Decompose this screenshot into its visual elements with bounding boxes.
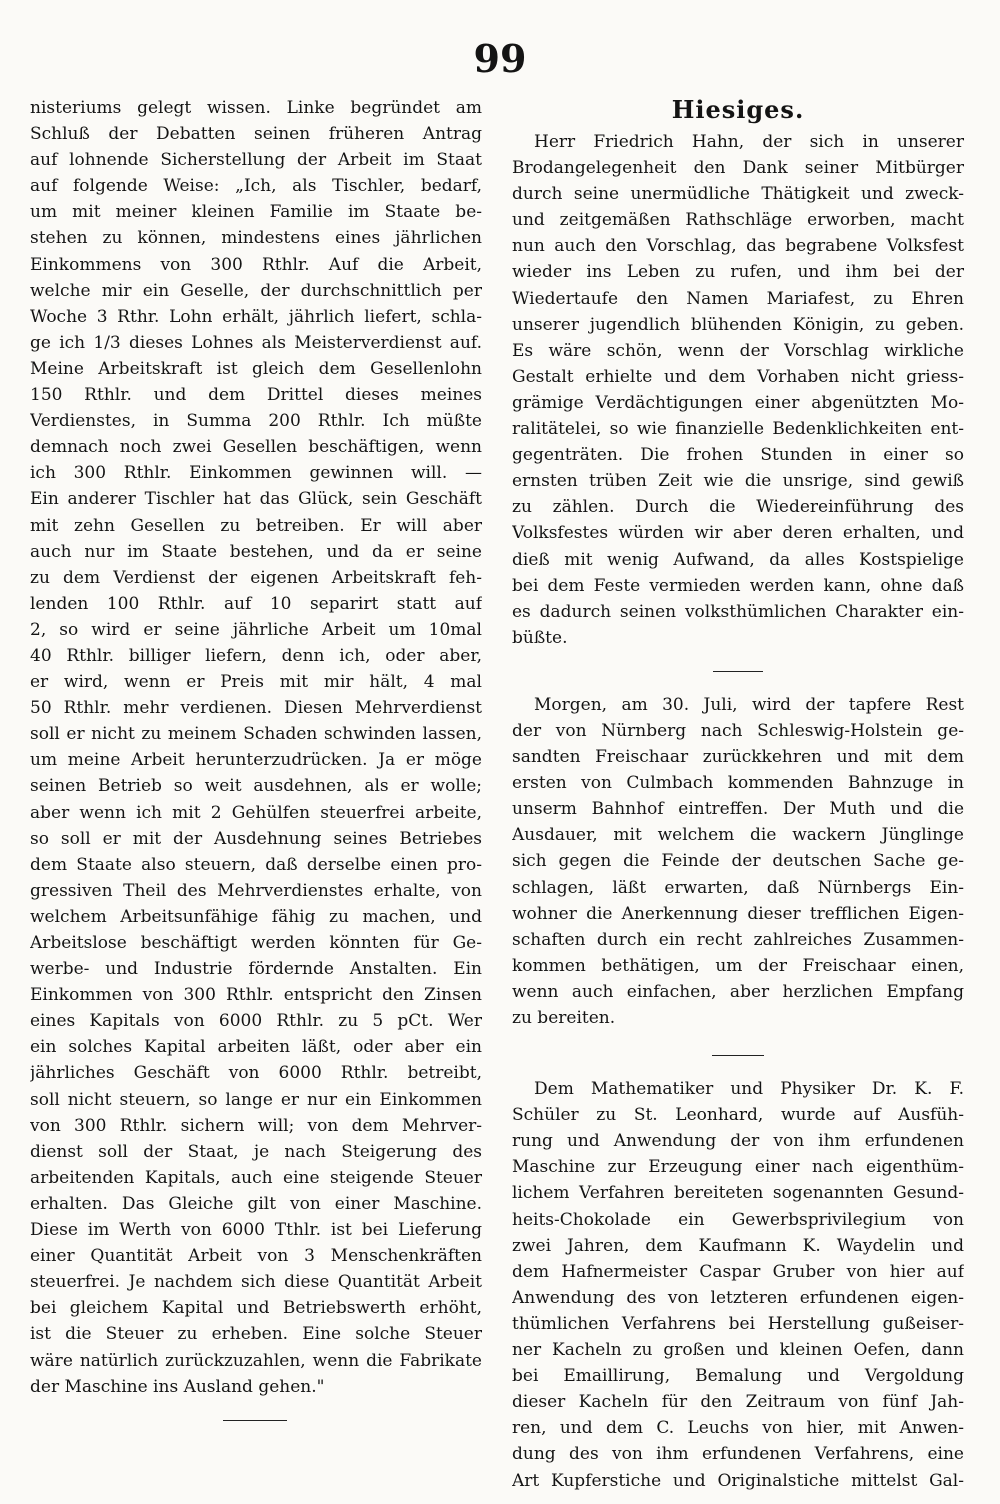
text-line: einer Quantität Arbeit von 3 Menschenkräften (30, 1246, 482, 1267)
article-volksfest (512, 129, 964, 651)
text-line: ist die Steuer zu erheben. Eine solche Steuer (30, 1324, 482, 1345)
text-line: der Maschine ins Ausland gehen." (30, 1376, 325, 1397)
text-line: Verdienstes, in Summa 200 Rthlr. Ich müßte (30, 411, 482, 432)
text-line: 2, so wird er seine jährliche Arbeit um 10mal (30, 619, 482, 640)
text-line: ernsten trüben Zeit wie die unsrige, sind gewiß (512, 471, 964, 492)
text-line: zu dem Verdienst der eigenen Arbeitskraft feh- (30, 567, 482, 588)
text-line: büßte. (512, 627, 568, 648)
text-line: arbeitenden Kapitals, auch eine steigende Steuer (30, 1167, 482, 1188)
text-line: erhalten. Das Gleiche gilt von einer Maschine. (30, 1193, 482, 1214)
text-line: Meine Arbeitskraft ist gleich dem Gesellenlohn (30, 358, 482, 379)
text-line: nun auch den Vorschlag, das begrabene Volksfest (512, 236, 964, 257)
text-line: Dem Mathematiker und Physiker Dr. K. F. (534, 1079, 964, 1100)
text-line: lichem Verfahren bereiteten sogenannten Gesund- (512, 1183, 964, 1204)
text-line: heits-Chokolade ein Gewerbsprivilegium von (512, 1209, 964, 1230)
text-line: eines Kapitals von 6000 Rthlr. zu 5 pCt. Wer (30, 1011, 482, 1032)
text-line: Volksfestes würden wir aber deren erhalten, und (512, 523, 964, 544)
text-line: sandten Freischaar zurückkehren und mit dem (512, 747, 964, 768)
text-line: Woche 3 Rthr. Lohn erhält, jährlich liefert, schla- (30, 306, 482, 327)
text-line: Ein anderer Tischler hat das Glück, sein Geschäft (30, 489, 482, 510)
text-line: stehen zu können, mindestens eines jährlichen (30, 228, 482, 249)
left-column-text (30, 95, 482, 1400)
text-line: ralitätelei, so wie finanzielle Bedenklichkeiten ent- (512, 419, 964, 440)
text-line: mit zehn Gesellen zu betreiben. Er will aber (30, 515, 482, 536)
text-line: Es wäre schön, wenn der Vorschlag wirkliche (512, 340, 964, 361)
text-line: Arbeitslose beschäftigt werden könnten für Ge- (30, 933, 482, 953)
text-line: der von Nürnberg nach Schleswig-Holstein ge- (512, 720, 964, 741)
text-line: demnach noch zwei Gesellen beschäftigen, wenn (30, 437, 482, 458)
text-line: steuerfrei. Je nachdem sich diese Quantität Arbeit (30, 1272, 482, 1293)
text-line: so soll er mit der Ausdehnung seines Betriebes (30, 828, 482, 849)
text-line: welchem Arbeitsunfähige fähig zu machen, und (30, 906, 482, 927)
right-column (512, 91, 964, 1494)
text-line: sich gegen die Feinde der deutschen Sache ge- (512, 851, 964, 872)
text-line: Einkommens von 300 Rthlr. Auf die Arbeit, (30, 254, 482, 275)
text-line: er wird, wenn er Preis mit mir hält, 4 mal (30, 672, 482, 693)
text-line: zu bereiten. (512, 1008, 616, 1028)
text-line: 40 Rthlr. billiger liefern, denn ich, oder aber, (30, 645, 482, 666)
text-line: lenden 100 Rthlr. auf 10 separirt statt auf (30, 593, 482, 614)
text-line: Maschine zur Erzeugung einer nach eigenthüm- (512, 1157, 964, 1178)
text-line: durch seine unermüdliche Thätigkeit und zweck- (512, 184, 964, 205)
text-line: wäre natürlich zurückzuzahlen, wenn die Fabrikate (30, 1350, 482, 1371)
text-line: dienst soll der Staat, je nach Steigerung des (30, 1141, 482, 1162)
text-line: schlagen, läßt erwarten, daß Nürnbergs Ein- (512, 877, 964, 898)
text-line: grämige Verdächtigungen einer abgenützten Mo- (512, 392, 964, 413)
text-line: soll nicht steuern, so lange er nur ein Einkommen (30, 1089, 482, 1110)
text-line: Morgen, am 30. Juli, wird der tapfere Rest (534, 694, 964, 715)
text-line: Diese im Werth von 6000 Tthlr. ist bei Lieferung (30, 1220, 482, 1241)
text-line: zwei Jahren, dem Kaufmann K. Waydelin und (512, 1235, 964, 1256)
text-line: wieder ins Leben zu rufen, und ihm bei der (512, 262, 964, 283)
column-end-rule (223, 1420, 287, 1421)
article-privileges (512, 1076, 964, 1494)
text-line: rung und Anwendung der von ihm erfundenen (512, 1131, 964, 1152)
text-line: ein solches Kapital arbeiten läßt, oder aber ein (30, 1037, 482, 1058)
text-line: wenn auch einfachen, aber herzlichen Empfang (512, 981, 964, 1002)
text-line: kommen bethätigen, um der Freischaar einen, (512, 955, 964, 976)
text-line: welche mir ein Geselle, der durchschnittlich per (30, 280, 482, 301)
text-line: Art Kupferstiche und Originalstiche mittelst Gal- (512, 1470, 964, 1491)
text-line: aber wenn ich mit 2 Gehülfen steuerfrei arbeite, (30, 802, 482, 823)
text-line: auf lohnende Sicherstellung der Arbeit im Staat (30, 150, 482, 171)
text-line: Einkommen von 300 Rthlr. entspricht den Zinsen (30, 985, 482, 1006)
text-line: um mit meiner kleinen Familie im Staate be- (30, 202, 482, 223)
text-line: Schüler zu St. Leonhard, wurde auf Ausfüh- (512, 1105, 964, 1126)
text-line: unserer jugendlich blühenden Königin, zu geben. (512, 314, 964, 335)
text-line: dieß mit wenig Aufwand, da alles Kostspielige (512, 549, 964, 570)
text-line: wohner die Anerkennung dieser trefflichen Eigen- (512, 903, 964, 924)
section-heading: Hiesiges. (671, 95, 805, 124)
text-line: 150 Rthlr. und dem Drittel dieses meines (30, 385, 482, 406)
text-line: werbe- und Industrie fördernde Anstalten. Ein (30, 959, 482, 980)
text-line: ich 300 Rthlr. Einkommen gewinnen will. — (30, 463, 482, 484)
text-line: um meine Arbeit herunterzudrücken. Ja er möge (30, 750, 482, 771)
left-column (30, 95, 482, 1400)
text-line: bei gleichem Kapital und Betriebswerth erhöht, (30, 1298, 482, 1319)
text-line: Ausdauer, mit welchem die wackern Jünglinge (512, 825, 964, 846)
text-line: Anwendung des von letzteren erfundenen eigen- (512, 1287, 964, 1308)
text-line: dieser Kacheln für den Zeitraum von fünf Jah- (512, 1392, 964, 1413)
text-line: seinen Betrieb so weit ausdehnen, als er wolle; (30, 776, 482, 797)
text-line: ner Kacheln zu großen und kleinen Oefen, dann (512, 1340, 964, 1361)
text-line: nisteriums gelegt wissen. Linke begründet am (30, 98, 482, 118)
page-number: 99 (473, 36, 527, 81)
text-line: unserm Bahnhof eintreffen. Der Muth und die (512, 799, 964, 820)
text-line: von 300 Rthlr. sichern will; von dem Mehrver- (30, 1115, 482, 1136)
article-divider (713, 671, 763, 672)
text-line: dem Hafnermeister Caspar Gruber von hier auf (512, 1261, 964, 1282)
text-line: gegenträten. Die frohen Stunden in einer so (512, 445, 964, 466)
text-line: dung des von ihm erfundenen Verfahrens, eine (512, 1444, 964, 1465)
text-line: ge ich 1/3 dieses Lohnes als Meisterverdienst auf. (30, 332, 482, 353)
text-line: dem Staate also steuern, daß derselbe einen pro- (30, 854, 482, 875)
text-line: thümlichen Verfahrens bei Herstellung gußeiser- (512, 1313, 964, 1334)
text-line: Wiedertaufe den Namen Mariafest, zu Ehren (512, 288, 964, 309)
text-line: schaften durch ein recht zahlreiches Zusammen- (512, 929, 964, 950)
text-line: jährliches Geschäft von 6000 Rthlr. betreibt, (30, 1063, 482, 1084)
text-line: auf folgende Weise: „Ich, als Tischler, bedarf, (30, 176, 482, 197)
text-line: es dadurch seinen volksthümlichen Charakter ein- (512, 601, 964, 622)
text-line: ersten von Culmbach kommenden Bahnzuge in (512, 773, 964, 794)
text-line: Brodangelegenheit den Dank seiner Mitbürger (512, 158, 964, 179)
text-line: bei dem Feste vermieden werden kann, ohne daß (512, 575, 964, 596)
text-line: Schluß der Debatten seinen früheren Antrag (30, 124, 482, 145)
text-line: ren, und dem C. Leuchs von hier, mit Anwen- (512, 1418, 964, 1439)
text-line: 50 Rthlr. mehr verdienen. Diesen Mehrverdienst (30, 698, 482, 719)
text-line: auch nur im Staate bestehen, und da er seine (30, 541, 482, 562)
text-line: Herr Friedrich Hahn, der sich in unserer (534, 132, 964, 152)
text-line: Gestalt erhielte und dem Vorhaben nicht griess- (512, 366, 964, 387)
text-line: soll er nicht zu meinem Schaden schwinden lassen, (30, 724, 482, 745)
text-line: bei Emaillirung, Bemalung und Vergoldung (512, 1366, 964, 1387)
text-line: und zeitgemäßen Rathschläge erworben, macht (512, 210, 964, 231)
article-divider (712, 1055, 764, 1056)
text-line: gressiven Theil des Mehrverdienstes erhalte, von (30, 880, 482, 901)
text-line: zu zählen. Durch die Wiedereinführung des (512, 497, 964, 518)
article-freischaar (512, 692, 964, 1031)
